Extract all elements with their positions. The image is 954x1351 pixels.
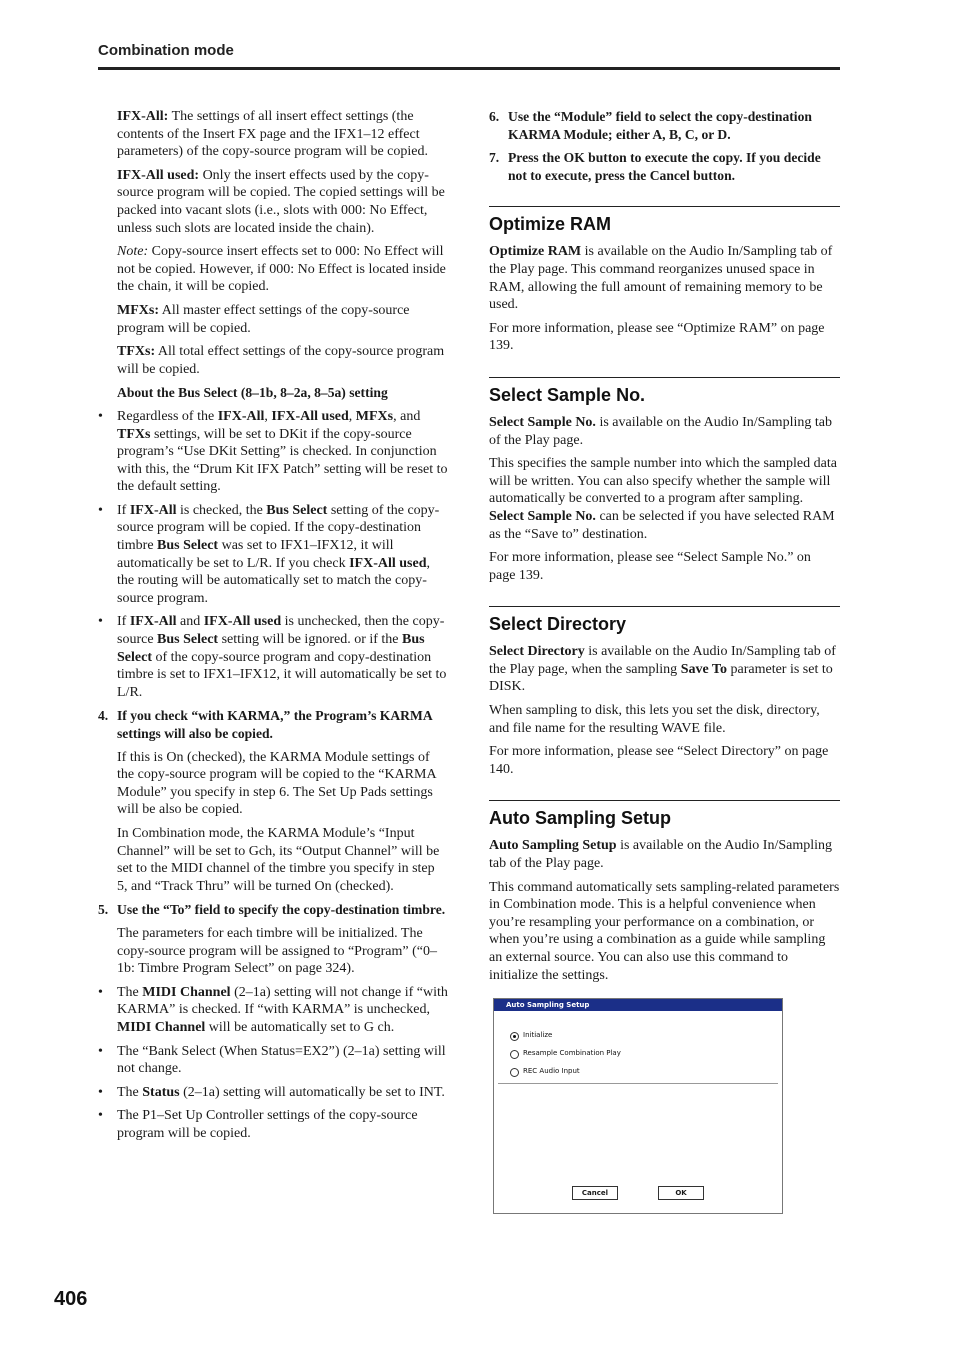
body-paragraph: Select Sample No. is available on the Audio In/Sampling tab of the Play page. [489,414,832,448]
right-column [489,108,840,1214]
option-resample[interactable]: Resample Combination Play [510,1045,621,1063]
body-paragraph: Select Directory is available on the Audio In/Sampling tab of the Play page, when the sampling Save To parameter is set to DISK. [489,644,836,695]
step-5: 5. Use the “To” field to specify the copy-destination timbre. [98,902,446,918]
option-rec-audio[interactable]: REC Audio Input [510,1063,621,1081]
ifx-all-used-paragraph: IFX-All used: Only the insert effects used by the copy-source program will be copied. The copied settings will be packed into vacant slots (i.e., slots with 000: No Effect, unless such slots are located inside the chain). [117,167,445,236]
body-paragraph: For more information, please see “Select Sample No.” on page 139. [489,550,811,583]
note-paragraph: Note: Copy-source insert effects set to 000: No Effect will not be copied. However, if 000: No Effect is located inside the chain, it will be copied. [117,244,446,295]
select-directory-section [489,606,840,778]
optimize-ram-section [489,206,840,355]
body-paragraph: For more information, please see “Select Directory” on page 140. [489,744,829,777]
list-item: • Regardless of the IFX-All, IFX-All used, MFXs, and TFXs settings, will be set to DKit if the copy-source program’s “Use DKit Setting” is checked. In conjunction with this, the “Drum Kit IFX Patch” setting will be reset to the default setting. [98,408,448,496]
list-item: • The Status (2–1a) setting will automatically be set to INT. [98,1084,448,1102]
body-paragraph: For more information, please see “Optimize RAM” on page 139. [489,320,825,354]
ok-button[interactable]: OK [658,1186,704,1200]
header-rule [98,67,840,70]
list-item: • The P1–Set Up Controller settings of the copy-source program will be copied. [98,1107,448,1142]
auto-sampling-section [489,800,840,1214]
dialog-title: Auto Sampling Setup [494,999,782,1011]
radio-selected-icon[interactable] [510,1032,519,1041]
section-heading: Select Directory [489,614,627,635]
step-6: 6. Use the “Module” field to select the copy-destination KARMA Module; either A, B, C, or D. [489,109,812,142]
step-4: 4. If you check “with KARMA,” the Program’s KARMA settings will also be copied. [98,708,432,741]
radio-icon[interactable] [510,1068,519,1077]
list-item: • The “Bank Select (When Status=EX2”) (2–1a) setting will not change. [98,1043,448,1078]
body-paragraph: Optimize RAM is available on the Audio In/Sampling tab of the Play page. This command reorganizes unused space in RAM, allowing the full amount of remaining memory to be used. [489,244,833,313]
body-paragraph: This specifies the sample number into which the sampled data will be written. You can also specify whether the sample will automatically be converted to a program after sampling. Select Sample No. can be selected if you have selected RAM as the “Save to” destination. [489,456,837,542]
list-item: • The MIDI Channel (2–1a) setting will not change if “with KARMA” is checked. If “with KARMA” is unchecked, MIDI Channel will be automatically set to G ch. [98,984,448,1037]
bus-select-heading: About the Bus Select (8–1b, 8–2a, 8–5a) setting [117,385,388,401]
step-5-paragraph: The parameters for each timbre will be initialized. The copy-source program will be assigned to “Program” (“0–1b: Timbre Program Select” on page 324). [117,925,437,977]
cancel-button[interactable]: Cancel [572,1186,618,1200]
page-number: 406 [54,1288,88,1310]
section-heading: Optimize RAM [489,214,612,235]
step-4-paragraph-2: In Combination mode, the KARMA Module’s “Input Channel” will be set to Gch, its “Output Channel” will be set to the MIDI channel of the timbre you specify in step 5, and “Track Thru” will be turned On (checked). [117,825,440,894]
step-4-paragraph: If this is On (checked), the KARMA Module settings of the copy-source program will be copied to the “KARMA Module” you specify in step 6. The Set Up Pads settings will be also be copied. [117,749,436,818]
radio-icon[interactable] [510,1050,519,1059]
section-heading: Auto Sampling Setup [489,808,671,829]
select-sample-section [489,377,840,584]
auto-sampling-dialog [493,998,783,1214]
body-paragraph: When sampling to disk, this lets you set the disk, directory, and file name for the resulting WAVE file. [489,703,820,736]
section-heading: Select Sample No. [489,384,646,405]
running-header: Combination mode [98,42,234,59]
divider [498,1083,778,1084]
body-paragraph: This command automatically sets sampling-related parameters in Combination mode. This is a helpful convenience when you’re resampling your performance on a combination, or when you’re using a combination as a guide while sampling an external source. You can also use this command to initialize the settings. [489,879,840,983]
ifx-all-paragraph: IFX-All: The settings of all insert effect settings (the contents of the Insert FX page and the IFX1–12 effect parameters) of the copy-source program will be copied. [117,109,428,160]
mfxs-paragraph: MFXs: All master effect settings of the copy-source program will be copied. [117,302,410,336]
list-item: • If IFX-All and IFX-All used is unchecked, then the copy-source Bus Select setting will be ignored. or if the Bus Select of the copy-source program and copy-destination timbre is set to IFX1–IFX12, it will automatically be set to L/R. [98,613,448,701]
left-column [98,108,448,1148]
option-initialize[interactable]: Initialize [510,1027,621,1045]
body-paragraph: Auto Sampling Setup is available on the Audio In/Sampling tab of the Play page. [489,838,833,872]
option-list [510,1027,621,1081]
tfxs-paragraph: TFXs: All total effect settings of the copy-source program will be copied. [117,344,445,377]
step-7: 7. Press the OK button to execute the copy. If you decide not to execute, press the Cancel button. [489,150,821,183]
list-item: • If IFX-All is checked, the Bus Select setting of the copy-source program will be copied. If the copy-destination timbre Bus Select was set to IFX1–IFX12, it will automatically be set to L/R. If you check IFX-All used, the routing will be automatically set to match the copy-source program. [98,502,448,608]
